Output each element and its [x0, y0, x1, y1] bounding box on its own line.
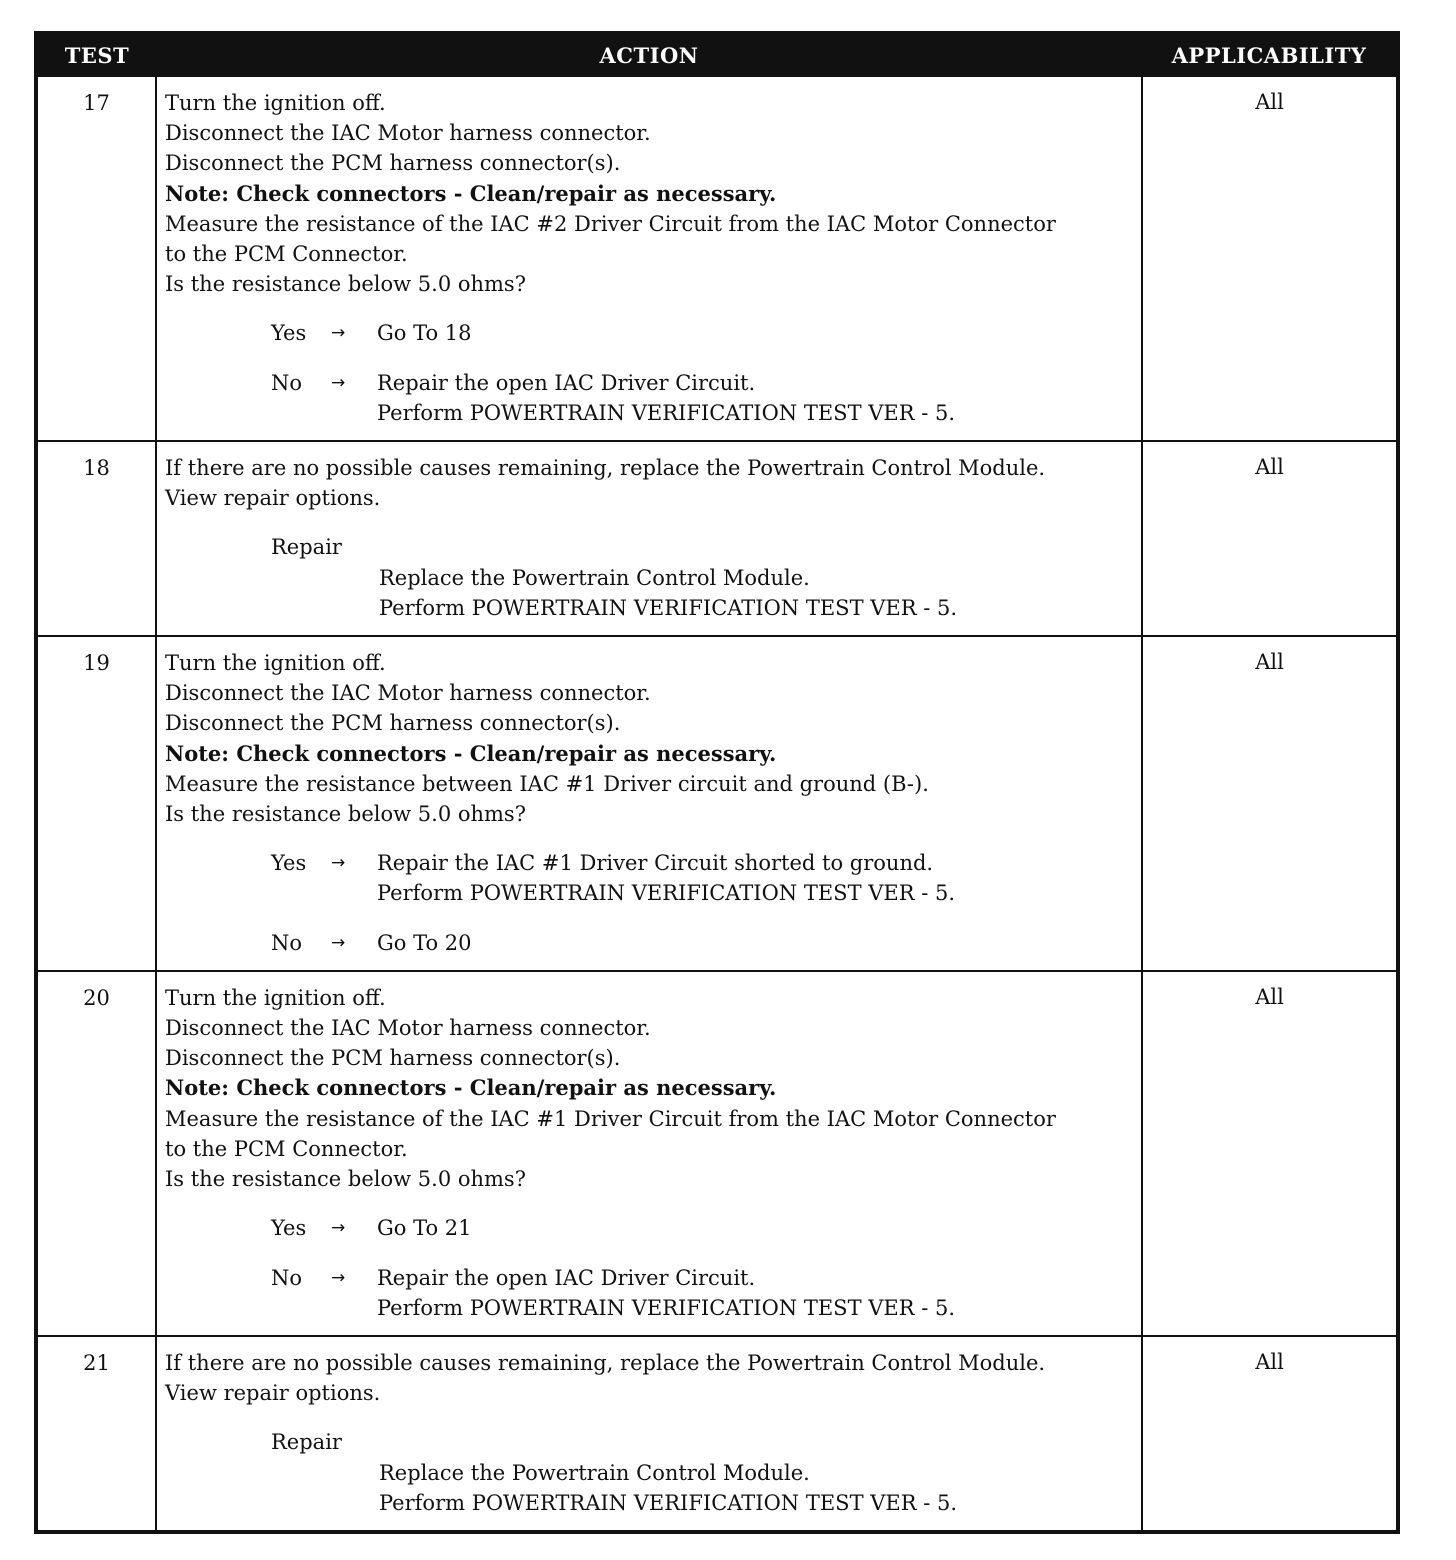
action-line: Disconnect the PCM harness connector(s). — [165, 711, 621, 736]
action-line: Is the resistance below 5.0 ohms? — [165, 272, 526, 297]
action-cell — [156, 971, 1142, 1336]
branch-label: No — [271, 370, 303, 395]
applicability-value: All — [1142, 76, 1398, 441]
action-note: Note: Check connectors - Clean/repair as necessary. — [165, 180, 777, 206]
action-line: Measure the resistance of the IAC #2 Driver Circuit from the IAC Motor Connector — [165, 211, 1056, 236]
branch-result-line: Go To 18 — [377, 321, 472, 346]
action-line: If there are no possible causes remaining, replace the Powertrain Control Module. — [165, 1350, 1046, 1375]
branch-result-line: Go To 21 — [377, 1216, 472, 1241]
action-line: Disconnect the IAC Motor harness connector. — [165, 681, 651, 706]
right-arrow-icon: → — [331, 932, 346, 953]
diagnostic-table-sheet — [34, 31, 1396, 1534]
action-line: View repair options. — [165, 486, 381, 511]
table-header — [36, 33, 1398, 76]
branch-label: No — [271, 930, 303, 955]
header-action: ACTION — [156, 33, 1142, 76]
right-arrow-icon: → — [331, 853, 346, 874]
action-note: Note: Check connectors - Clean/repair as necessary. — [165, 740, 777, 766]
action-cell — [156, 1336, 1142, 1532]
branch-label: Yes — [271, 851, 307, 876]
action-line: Disconnect the PCM harness connector(s). — [165, 1046, 621, 1071]
action-note: Note: Check connectors - Clean/repair as necessary. — [165, 1075, 777, 1101]
action-line: Is the resistance below 5.0 ohms? — [165, 1167, 526, 1192]
repair-step: Replace the Powertrain Control Module. — [379, 565, 810, 590]
branch-no — [271, 1263, 1135, 1323]
table-row — [36, 971, 1398, 1336]
branch-result — [377, 318, 1135, 348]
branch-label: Yes — [271, 1216, 307, 1241]
repair-steps — [379, 1458, 1135, 1518]
header-test: TEST — [36, 33, 156, 76]
test-number: 21 — [36, 1336, 156, 1532]
action-cell — [156, 441, 1142, 636]
action-line: to the PCM Connector. — [165, 1136, 408, 1161]
repair-steps — [379, 563, 1135, 623]
branch-result-line: Perform POWERTRAIN VERIFICATION TEST VER - 5. — [377, 400, 956, 425]
branch-result — [377, 928, 1135, 958]
diagnostic-test-table — [34, 31, 1400, 1534]
action-cell — [156, 76, 1142, 441]
right-arrow-icon: → — [331, 1218, 346, 1239]
applicability-value: All — [1142, 441, 1398, 636]
repair-step: Replace the Powertrain Control Module. — [379, 1460, 810, 1485]
table-row — [36, 1336, 1398, 1532]
branch-no — [271, 928, 1135, 958]
action-line: Turn the ignition off. — [165, 651, 386, 676]
branch-label: No — [271, 1265, 303, 1290]
branch-yes — [271, 1213, 1135, 1243]
table-row — [36, 76, 1398, 441]
branch-no — [271, 368, 1135, 428]
test-number: 20 — [36, 971, 156, 1336]
action-line: Disconnect the IAC Motor harness connector. — [165, 121, 651, 146]
action-line: to the PCM Connector. — [165, 242, 408, 267]
branch-result-line: Repair the open IAC Driver Circuit. — [377, 370, 756, 395]
header-row — [36, 33, 1398, 76]
branch-result — [377, 848, 1135, 908]
branch-result-line: Repair the open IAC Driver Circuit. — [377, 1265, 756, 1290]
right-arrow-icon: → — [331, 372, 346, 393]
branch-result — [377, 368, 1135, 428]
right-arrow-icon: → — [331, 1267, 346, 1288]
action-line: Is the resistance below 5.0 ohms? — [165, 802, 526, 827]
test-number: 19 — [36, 636, 156, 971]
action-line: Disconnect the IAC Motor harness connector. — [165, 1016, 651, 1041]
branch-yes — [271, 318, 1135, 348]
branch-result-line: Perform POWERTRAIN VERIFICATION TEST VER - 5. — [377, 881, 956, 906]
applicability-value: All — [1142, 1336, 1398, 1532]
repair-block — [271, 1427, 1135, 1518]
repair-label: Repair — [271, 1430, 342, 1455]
action-line: Turn the ignition off. — [165, 91, 386, 115]
branch-result — [377, 1263, 1135, 1323]
repair-block — [271, 532, 1135, 623]
test-number: 17 — [36, 76, 156, 441]
action-line: Measure the resistance of the IAC #1 Driver Circuit from the IAC Motor Connector — [165, 1106, 1056, 1131]
action-line: Measure the resistance between IAC #1 Driver circuit and ground (B-). — [165, 771, 929, 796]
test-number: 18 — [36, 441, 156, 636]
header-applicability: APPLICABILITY — [1142, 33, 1398, 76]
branch-result-line: Repair the IAC #1 Driver Circuit shorted to ground. — [377, 851, 934, 876]
applicability-value: All — [1142, 971, 1398, 1336]
action-line: If there are no possible causes remaining, replace the Powertrain Control Module. — [165, 456, 1046, 481]
branch-result-line: Go To 20 — [377, 930, 472, 955]
branch-label: Yes — [271, 321, 307, 346]
table-row — [36, 636, 1398, 971]
action-line: View repair options. — [165, 1381, 381, 1406]
action-cell — [156, 636, 1142, 971]
table-row — [36, 441, 1398, 636]
repair-label: Repair — [271, 535, 342, 560]
action-line: Disconnect the PCM harness connector(s). — [165, 151, 621, 176]
branch-result-line: Perform POWERTRAIN VERIFICATION TEST VER - 5. — [377, 1295, 956, 1320]
table-body — [36, 76, 1398, 1532]
repair-step: Perform POWERTRAIN VERIFICATION TEST VER - 5. — [379, 1490, 958, 1515]
branch-result — [377, 1213, 1135, 1243]
action-line: Turn the ignition off. — [165, 985, 386, 1010]
applicability-value: All — [1142, 636, 1398, 971]
repair-step: Perform POWERTRAIN VERIFICATION TEST VER - 5. — [379, 595, 958, 620]
right-arrow-icon: → — [331, 323, 346, 344]
branch-yes — [271, 848, 1135, 908]
